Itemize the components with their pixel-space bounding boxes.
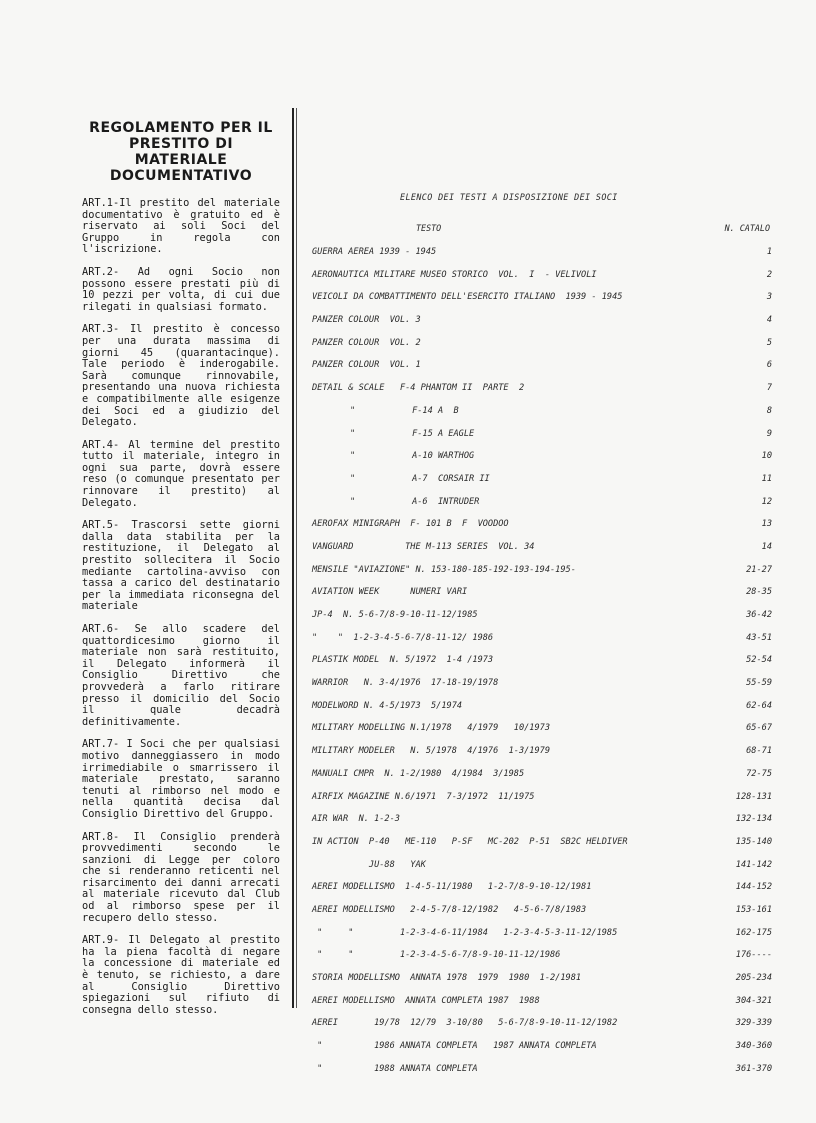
catalog-row — [312, 292, 782, 315]
catalog-row — [312, 996, 782, 1019]
catalog-row-number: 8 — [766, 405, 772, 416]
catalog-row-number: 304-321 — [735, 995, 772, 1006]
catalog-row-number: 13 — [761, 519, 772, 530]
catalog-row-title: " A-6 INTRUDER — [350, 496, 480, 507]
article-2: ART.2- Ad ogni Socio non possono essere prestati più di 10 pezzi per volta, di cui due rilegati in qualsiasi formato. — [82, 265, 280, 313]
catalog-row-title: AEREI 19/78 12/79 3-10/80 5-6-7/8-9-10-11-12/1982 — [312, 1018, 618, 1029]
catalog-row-number: 28-35 — [746, 587, 772, 598]
catalog-row-title: PLASTIK MODEL N. 5/1972 1-4 /1973 — [312, 655, 494, 666]
catalog-row-title: AEREI MODELLISMO 2-4-5-7/8-12/1982 4-5-6-7/8/1983 — [312, 904, 587, 915]
catalog-row — [312, 860, 782, 883]
catalog-row-title: " " 1-2-3-4-5-6-7/8-11-12/ 1986 — [312, 632, 494, 643]
catalog-row-title: JU-88 YAK — [312, 859, 426, 870]
catalog-row-number: 205-234 — [735, 973, 772, 983]
catalog-row-title: " 1988 ANNATA COMPLETA — [312, 1063, 478, 1074]
catalog-row — [312, 1041, 782, 1064]
catalog-row-number: 68-71 — [746, 746, 772, 757]
catalog-row-number: 55-59 — [746, 678, 772, 689]
article-1: ART.1-Il prestito del materiale documentativo è gratuito ed è riservato ai soli Soci del Gruppo in regola con l'iscrizione. — [82, 197, 280, 256]
catalog-row-number: 3 — [766, 292, 772, 303]
catalog-row — [312, 633, 782, 656]
catalog-row — [312, 474, 782, 497]
catalog-row-number: 36-42 — [746, 610, 772, 620]
catalog-row-number: 62-64 — [746, 700, 772, 711]
catalog-row-title: MILITARY MODELER N. 5/1978 4/1976 1-3/1979 — [312, 746, 550, 757]
catalog-row — [312, 565, 782, 588]
catalog-row-number: 128-131 — [735, 791, 772, 802]
catalog-row-number: 14 — [761, 541, 772, 552]
catalog-row-number: 12 — [761, 496, 772, 507]
regulations-title — [82, 120, 280, 184]
catalog-row-title: " F-15 A EAGLE — [350, 428, 475, 439]
catalog-row-number: 340-360 — [735, 1041, 772, 1052]
catalog-row-number: 144-152 — [735, 882, 772, 893]
catalog-col-number: N. CATALO — [724, 223, 770, 233]
catalog-row — [312, 1064, 782, 1087]
catalog-row-title: " F-14 A B — [350, 405, 459, 416]
catalog-row — [312, 655, 782, 678]
catalog-row-number: 6 — [766, 360, 772, 371]
catalog-row-title: MENSILE "AVIAZIONE" N. 153-180-185-192-193-194-195- — [312, 564, 576, 575]
catalog-row-number: 72-75 — [746, 768, 772, 779]
catalog-row-number: 52-54 — [746, 655, 772, 666]
catalog-row — [312, 247, 782, 270]
article-9: ART.9- Il Delegato al prestito ha la piena facoltà di negare la concessione di materiale ed è tenuto, se richiesto, a dare al Consiglio Direttivo spiegazioni sul rifiuto di consegna dello stesso. — [82, 934, 280, 1016]
catalog-row-number: 1 — [766, 247, 772, 257]
catalog-row — [312, 973, 782, 996]
catalog-row-title: VANGUARD THE M-113 SERIES VOL. 34 — [312, 541, 535, 552]
catalog-row-title: JP-4 N. 5-6-7/8-9-10-11-12/1985 — [312, 610, 478, 620]
catalog-row — [312, 338, 782, 361]
column-divider — [292, 108, 294, 1008]
catalog-row — [312, 406, 782, 429]
catalog-row — [312, 814, 782, 837]
catalog-row-title: WARRIOR N. 3-4/1976 17-18-19/1978 — [312, 678, 499, 689]
catalog-row-title: AEREI MODELLISMO ANNATA COMPLETA 1987 1988 — [312, 995, 540, 1006]
catalog-row-number: 10 — [761, 451, 772, 462]
catalog-row-number: 7 — [766, 383, 772, 394]
catalog-row-number: 43-51 — [746, 632, 772, 643]
catalog-row — [312, 497, 782, 520]
column-divider-secondary — [296, 108, 297, 1008]
article-8: ART.8- Il Consiglio prenderà provvedimenti secondo le sanzioni di Legge per coloro che si renderanno reticenti nel risarcimento dei danni arrecati al materiale ricevuto dal Club od al rimborso spese per il recupero dello stesso. — [82, 830, 280, 924]
title-line: PRESTITO DI MATERIALE — [128, 136, 234, 168]
catalog-col-text: TESTO — [416, 223, 442, 233]
catalog-row — [312, 315, 782, 338]
catalog-row-number: 135-140 — [735, 836, 772, 847]
catalog-row — [312, 542, 782, 565]
catalog-row-number: 132-134 — [735, 814, 772, 825]
article-5: ART.5- Trascorsi sette giorni dalla data stabilita per la restituzione, il Delegato al prestito sollecitera il Socio mediante cartolina-avviso con tassa a carico del destinatario per la immediata riconsegna del materiale — [82, 519, 280, 613]
catalog-row — [312, 1018, 782, 1041]
catalog-row — [312, 678, 782, 701]
catalog-row-title: MODELWORD N. 4-5/1973 5/1974 — [312, 700, 463, 711]
catalog-row-title: STORIA MODELLISMO ANNATA 1978 1979 1980 1-2/1981 — [312, 973, 582, 983]
catalog-row — [312, 451, 782, 474]
catalog-row — [312, 769, 782, 792]
catalog-list — [312, 247, 782, 1086]
catalog-row-title: " A-7 CORSAIR II — [350, 473, 490, 484]
catalog-row-title: MANUALI CMPR N. 1-2/1980 4/1984 3/1985 — [312, 768, 525, 779]
article-6: ART.6- Se allo scadere del quattordicesimo giorno il materiale non sarà restituito, il Delegato informerà il Consiglio Direttivo che provvederà a farlo ritirare presso il domicilio del Socio il quale decadrà definitivamente. — [82, 623, 280, 728]
catalog-row-number: 5 — [766, 337, 772, 348]
catalog-row-number: 4 — [766, 315, 772, 326]
catalog-row — [312, 270, 782, 293]
catalog-row-title: PANZER COLOUR VOL. 1 — [312, 360, 421, 371]
catalog-row — [312, 360, 782, 383]
title-line: REGOLAMENTO PER IL — [89, 120, 273, 136]
catalog-row — [312, 928, 782, 951]
catalog-row-title: AEROFAX MINIGRAPH F- 101 B F VOODOO — [312, 519, 509, 530]
catalog-row-number: 9 — [766, 428, 772, 439]
catalog-row-number: 11 — [761, 473, 772, 484]
catalog-row-title: " A-10 WARTHOG — [350, 451, 475, 462]
catalog-row — [312, 723, 782, 746]
catalog-row — [312, 610, 782, 633]
catalog-row — [312, 882, 782, 905]
catalog-row-title: VEICOLI DA COMBATTIMENTO DELL'ESERCITO ITALIANO 1939 - 1945 — [312, 292, 623, 303]
catalog-row-title: AERONAUTICA MILITARE MUSEO STORICO VOL. I - VELIVOLI — [312, 269, 597, 280]
catalog-row-title: DETAIL & SCALE F-4 PHANTOM II PARTE 2 — [312, 383, 525, 394]
article-7: ART.7- I Soci che per qualsiasi motivo danneggiassero in modo irrimediabile o smarrissero il materiale prestato, saranno tenuti al rimborso nel modo e nella quantità decisa dal Consiglio Direttivo del Gruppo. — [82, 738, 280, 820]
catalog-row-number: 153-161 — [735, 904, 772, 915]
catalog-row — [312, 905, 782, 928]
catalog-row — [312, 429, 782, 452]
catalog-row-title: " 1986 ANNATA COMPLETA 1987 ANNATA COMPLETA — [312, 1041, 597, 1052]
article-4: ART.4- Al termine del prestito tutto il materiale, integro in ogni sua parte, dovrà essere reso (o comunque presentato per rinnovare il prestito) al Delegato. — [82, 438, 280, 509]
regulations-column — [82, 120, 280, 1027]
catalog-row-title: AEREI MODELLISMO 1-4-5-11/1980 1-2-7/8-9-10-12/1981 — [312, 882, 592, 893]
catalog-row-number: 141-142 — [735, 859, 772, 870]
catalog-row-title: " " 1-2-3-4-6-11/1984 1-2-3-4-5-3-11-12/1985 — [312, 927, 618, 938]
catalog-row — [312, 746, 782, 769]
title-line: DOCUMENTATIVO — [109, 168, 253, 184]
catalog-row-title: GUERRA AEREA 1939 - 1945 — [312, 247, 437, 257]
catalog-row — [312, 519, 782, 542]
catalog-row-number: 329-339 — [735, 1018, 772, 1029]
catalog-row-number: 176---- — [735, 950, 772, 961]
catalog-row-number: 21-27 — [746, 564, 772, 575]
catalog-row-title: PANZER COLOUR VOL. 2 — [312, 337, 421, 348]
catalog-heading: ELENCO DEI TESTI A DISPOSIZIONE DEI SOCI — [400, 192, 618, 202]
catalog-row — [312, 950, 782, 973]
catalog-row — [312, 587, 782, 610]
catalog-row-title: AIRFIX MAGAZINE N.6/1971 7-3/1972 11/1975 — [312, 791, 535, 802]
catalog-row-number: 2 — [766, 269, 772, 280]
catalog-row — [312, 701, 782, 724]
article-3: ART.3- Il prestito è concesso per una durata massima di giorni 45 (quarantacinque). Tale periodo è inderogabile. Sarà comunque rinnovabile, presentando una nuova richiesta e compatibilmente alle esigenze dei Soci ed a giudizio del Delegato. — [82, 323, 280, 429]
catalog-row — [312, 792, 782, 815]
catalog-row-number: 361-370 — [735, 1063, 772, 1074]
catalog-row-title: IN ACTION P-40 ME-110 P-SF MC-202 P-51 SB2C HELDIVER — [312, 836, 628, 847]
catalog-row-title: " " 1-2-3-4-5-6-7/8-9-10-11-12/1986 — [312, 950, 561, 961]
catalog-row-title: MILITARY MODELLING N.1/1978 4/1979 10/1973 — [312, 723, 550, 734]
catalog-row — [312, 383, 782, 406]
catalog-row-number: 162-175 — [735, 927, 772, 938]
catalog-row-number: 65-67 — [746, 723, 772, 734]
catalog-row-title: PANZER COLOUR VOL. 3 — [312, 315, 421, 326]
catalog-row-title: AVIATION WEEK NUMERI VARI — [312, 587, 468, 598]
catalog-row — [312, 837, 782, 860]
catalog-row-title: AIR WAR N. 1-2-3 — [312, 814, 400, 825]
